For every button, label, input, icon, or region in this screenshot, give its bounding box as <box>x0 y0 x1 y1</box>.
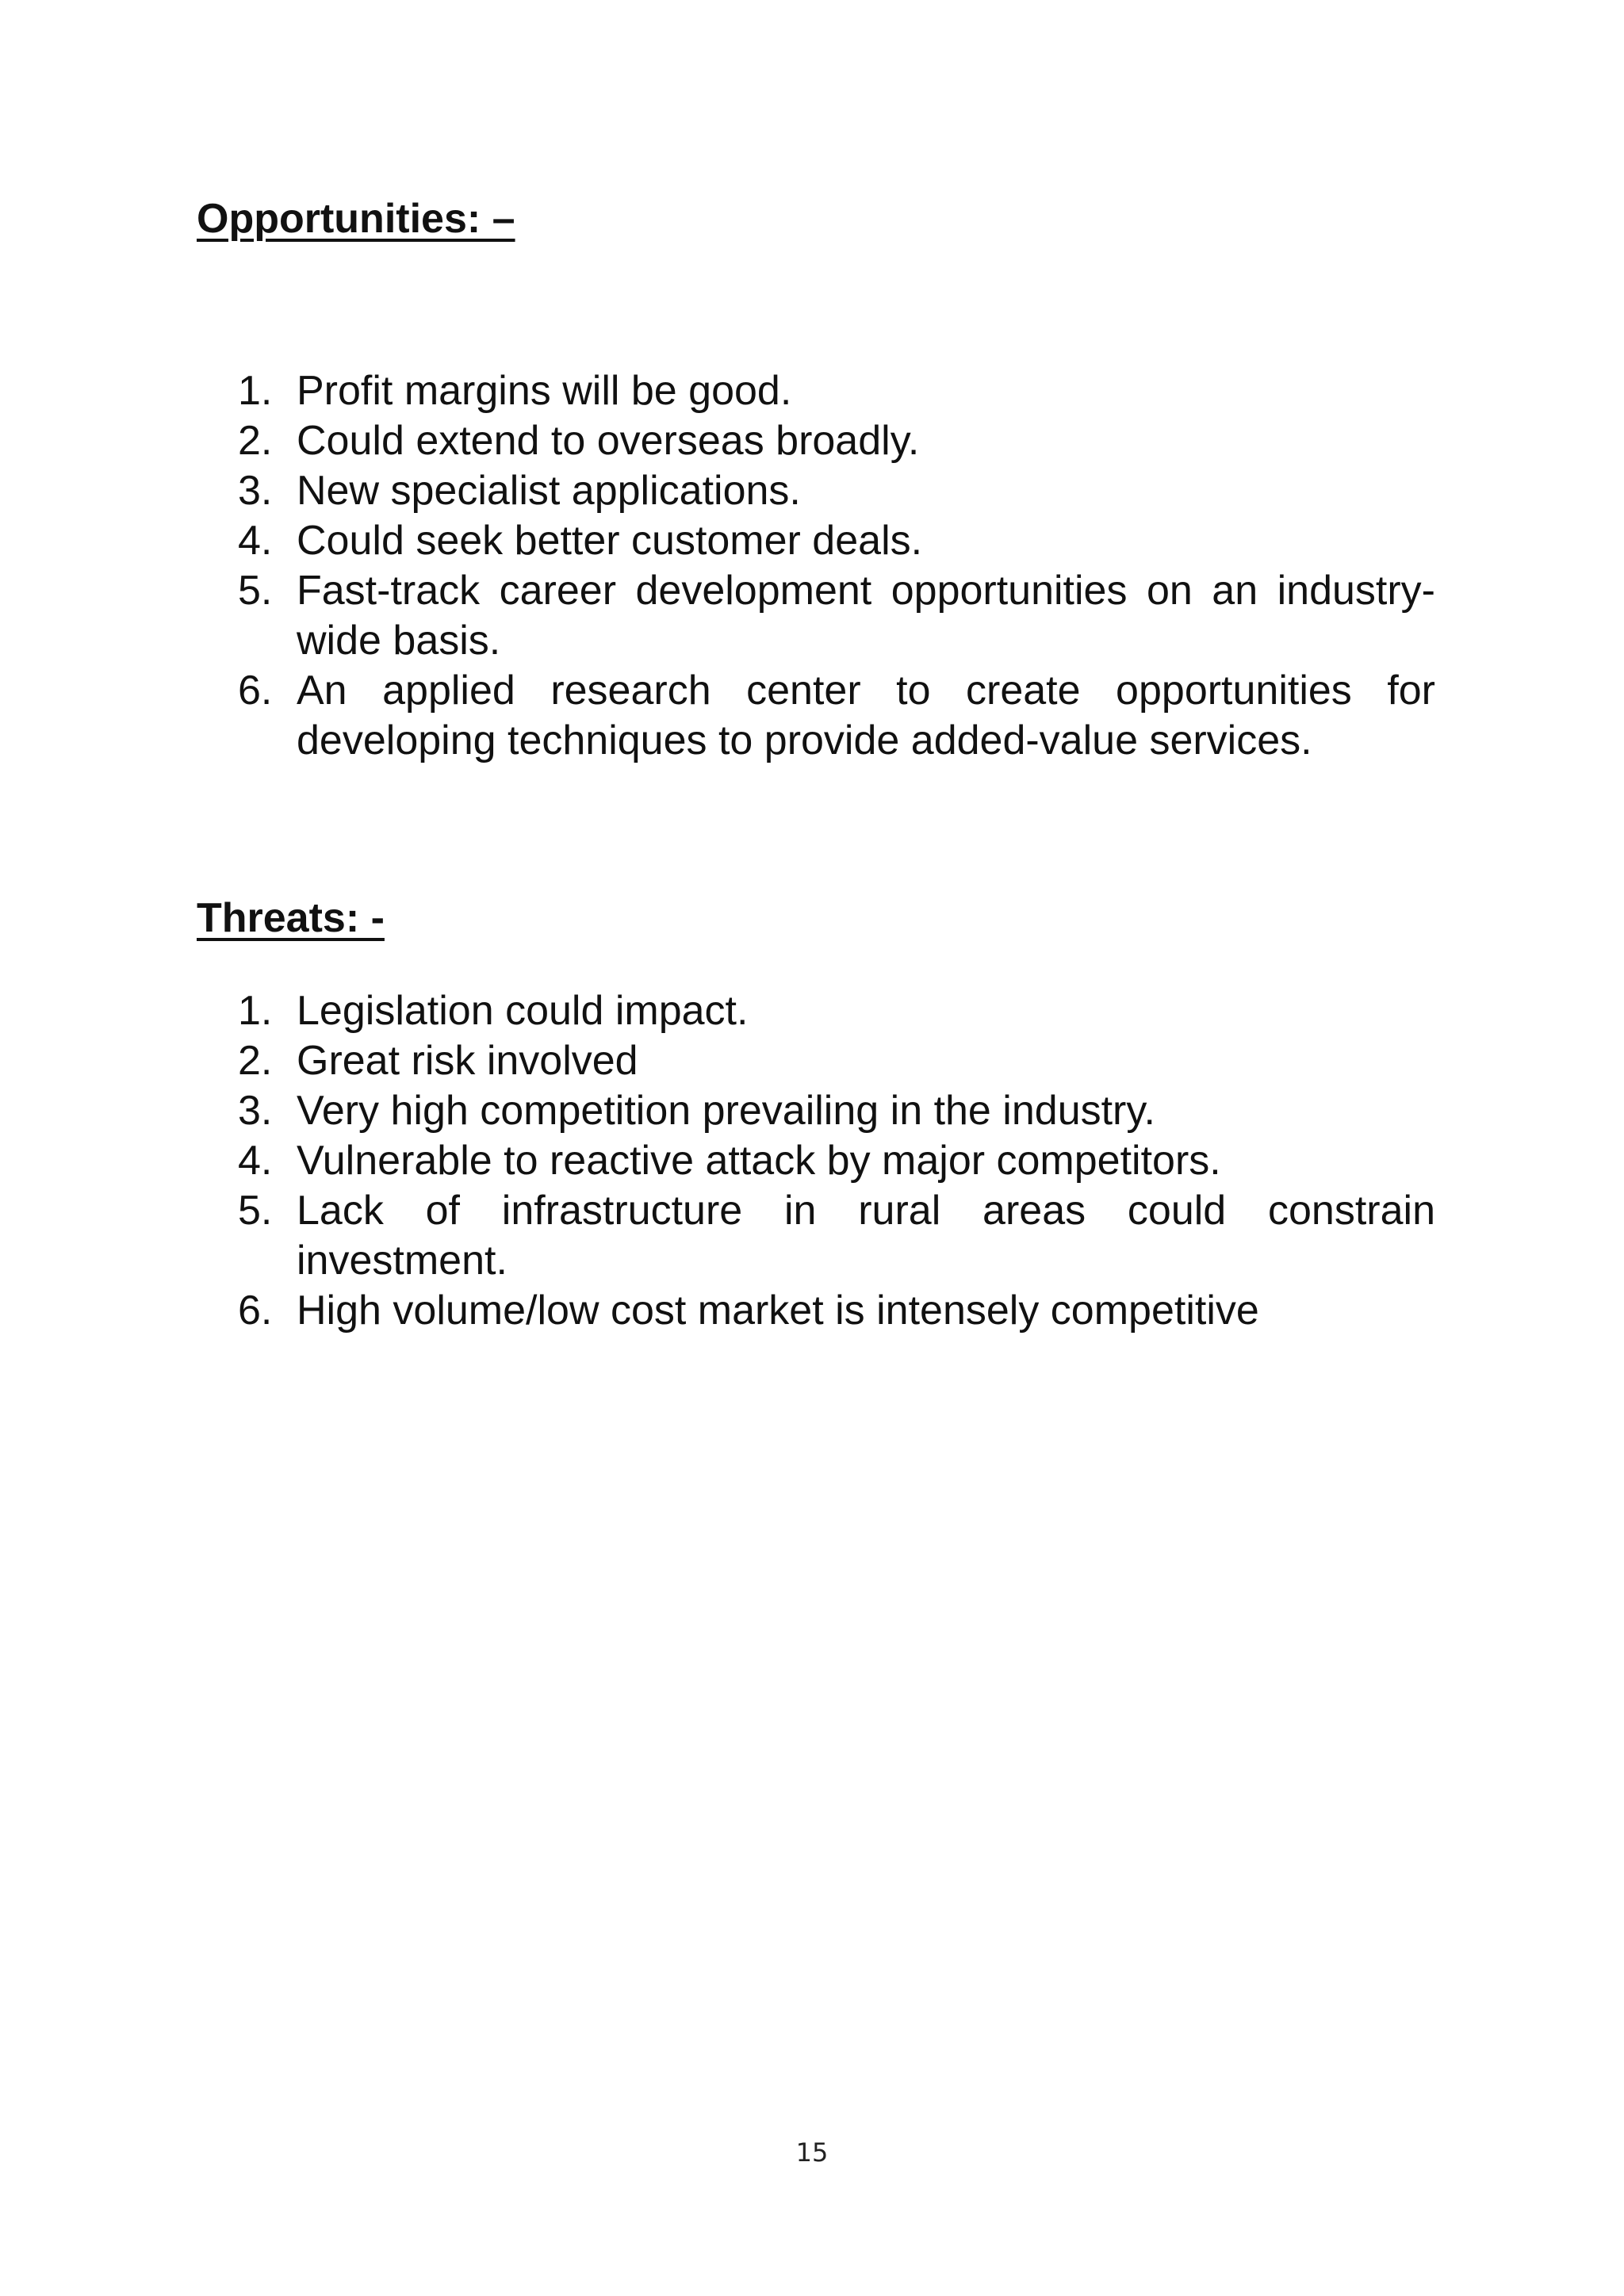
item-number: 2. <box>238 418 273 464</box>
item-number: 5. <box>238 1188 273 1234</box>
item-text: Could seek better customer deals. <box>297 518 923 564</box>
item-number: 1. <box>238 988 273 1034</box>
list-item <box>238 1136 1435 1186</box>
item-text: Lack of infrastructure in rural areas could constrain investment. <box>297 1188 1435 1284</box>
item-text: New specialist applications. <box>297 468 801 514</box>
item-number: 5. <box>238 568 273 614</box>
item-number: 3. <box>238 1088 273 1134</box>
list-item <box>238 1186 1435 1286</box>
item-number: 6. <box>238 1288 273 1334</box>
page-number: 15 <box>795 2137 829 2168</box>
item-text: Vulnerable to reactive attack by major competitors. <box>297 1138 1221 1184</box>
item-text: Profit margins will be good. <box>297 368 792 414</box>
list-item <box>238 566 1435 666</box>
item-text: Very high competition prevailing in the industry. <box>297 1088 1155 1134</box>
list-item <box>238 516 1435 566</box>
item-number: 4. <box>238 518 273 564</box>
item-text: Legislation could impact. <box>297 988 749 1034</box>
threats-heading: Threats: - <box>197 895 385 941</box>
opportunities-list <box>238 366 1435 766</box>
item-number: 1. <box>238 368 273 414</box>
item-text: High volume/low cost market is intensely competitive <box>297 1288 1259 1334</box>
list-item <box>238 366 1435 416</box>
item-text: Great risk involved <box>297 1038 638 1084</box>
item-text: Fast-track career development opportunities on an industry-wide basis. <box>297 568 1435 664</box>
list-item <box>238 1036 1435 1086</box>
item-text: An applied research center to create opportunities for developing techniques to provide added-value services. <box>297 668 1435 763</box>
list-item <box>238 1086 1435 1136</box>
list-item <box>238 416 1435 466</box>
item-number: 6. <box>238 668 273 714</box>
threats-list <box>238 986 1435 1336</box>
opportunities-heading: Opportunities: – <box>197 196 515 242</box>
list-item <box>238 986 1435 1036</box>
item-number: 2. <box>238 1038 273 1084</box>
list-item <box>238 1286 1435 1336</box>
list-item <box>238 466 1435 516</box>
item-number: 4. <box>238 1138 273 1184</box>
list-item <box>238 666 1435 766</box>
item-number: 3. <box>238 468 273 514</box>
item-text: Could extend to overseas broadly. <box>297 418 920 464</box>
